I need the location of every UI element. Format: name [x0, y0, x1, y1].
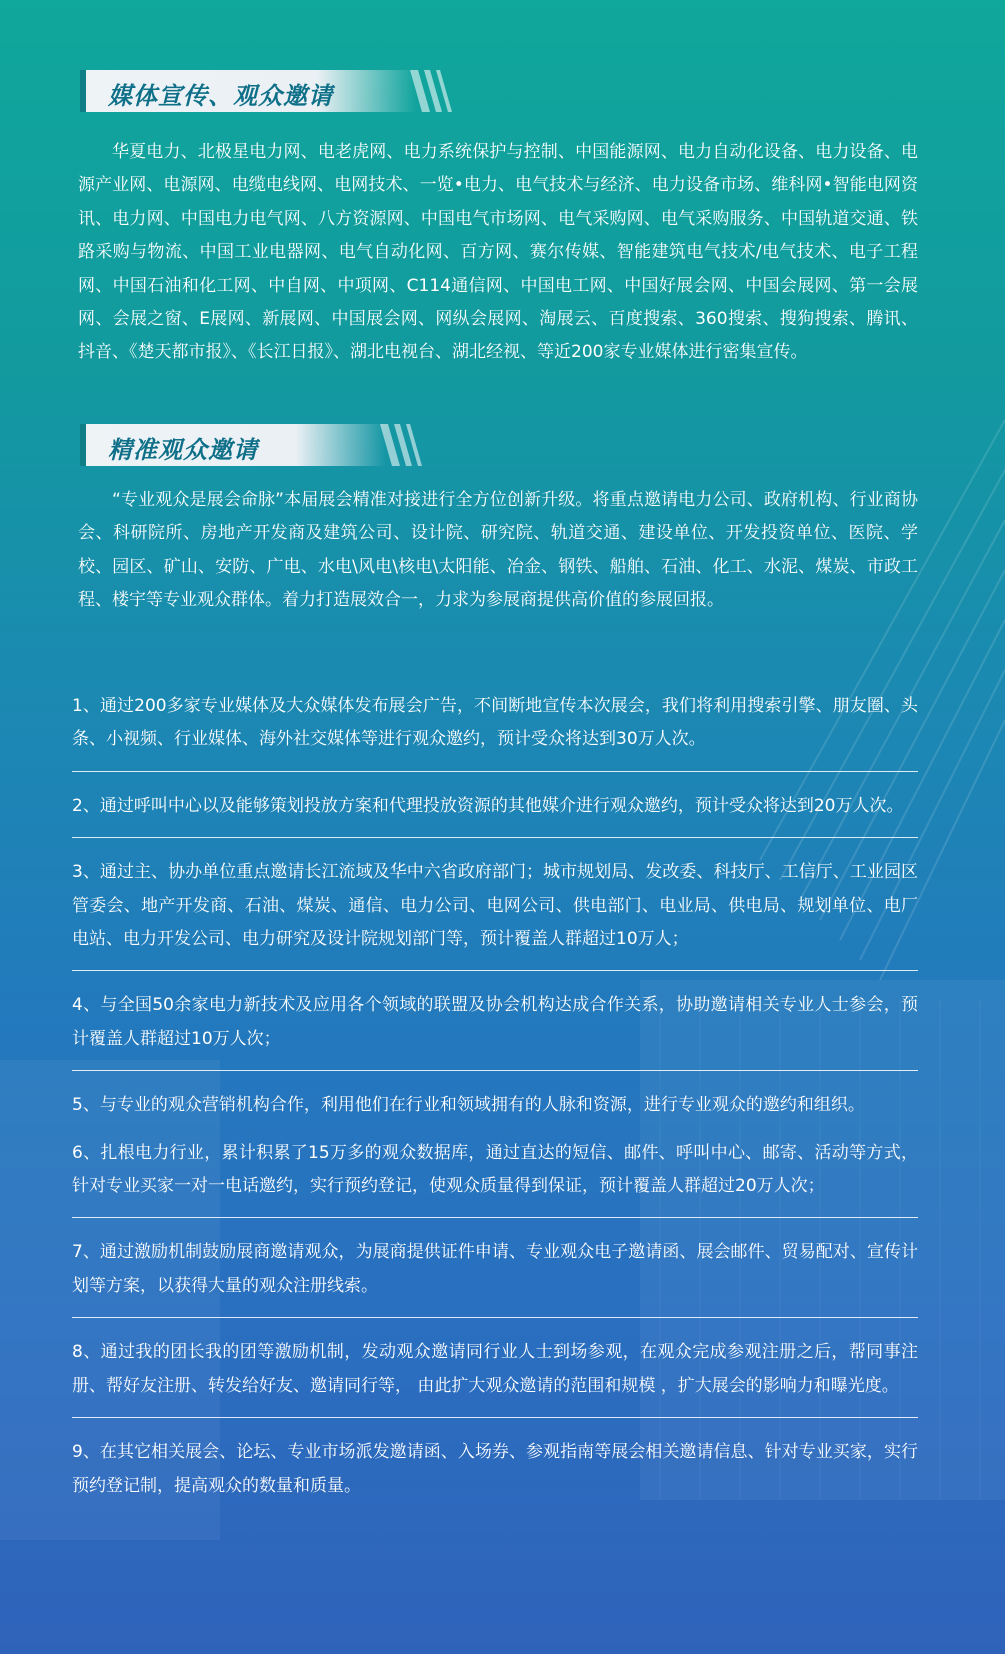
list-item-text: 6、扎根电力行业，累计积累了15万多的观众数据库，通过直达的短信、邮件、呼叫中心、邮寄、活动等方式，针对专业买家一对一电话邀约，实行预约登记，使观众质量得到保证，预计覆盖人群超过20万人次；	[72, 1142, 918, 1197]
list-item-text: 9、在其它相关展会、论坛、专业市场派发邀请函、入场券、参观指南等展会相关邀请信息、针对专业买家，实行预约登记制，提高观众的数量和质量。	[72, 1442, 918, 1496]
list-item	[72, 1236, 918, 1303]
divider	[72, 771, 918, 772]
list-item-text: 8、通过我的团长我的团等激励机制，发动观众邀请同行业人士到场参观，在观众完成参观注册之后，帮同事注册、帮好友注册、转发给好友、邀请同行等， 由此扩大观众邀请的范围和规模 ，扩大展会的影响力和曝光度。	[72, 1342, 918, 1396]
divider	[72, 1070, 918, 1071]
heading-stripes-icon	[410, 70, 470, 112]
divider	[72, 1217, 918, 1218]
list-item-text: 1、通过200多家专业媒体及大众媒体发布展会广告，不间断地宣传本次展会，我们将利用搜索引擎、朋友圈、头条、小视频、行业媒体、海外社交媒体等进行观众邀约，预计受众将达到30万人次。	[72, 696, 918, 750]
section-title: 精准观众邀请	[108, 436, 258, 464]
list-item-text: 3、通过主、协办单位重点邀请长江流域及华中六省政府部门；城市规划局、发改委、科技厅、工信厅、工业园区管委会、地产开发商、石油、煤炭、通信、电力公司、电网公司、供电部门、电业局、供电局、规划单位、电厂电站、电力开发公司、电力研究及设计院规划部门等，预计覆盖人群超过10万人；	[72, 862, 918, 950]
heading-stripes-icon	[380, 424, 440, 466]
list-item	[72, 1436, 918, 1503]
audience-intro-paragraph: “专业观众是展会命脉”本届展会精准对接进行全方位创新升级。将重点邀请电力公司、政府机构、行业商协会、科研院所、房地产开发商及建筑公司、设计院、研究院、轨道交通、建设单位、开发投资单位、医院、学校、园区、矿山、安防、广电、水电\风电\核电\太阳能、冶金、钢铁、船舶、石油、化工、水泥、煤炭、市政工程、楼宇等专业观众群体。着力打造展效合一，力求为参展商提供高价值的参展回报。	[78, 490, 918, 611]
list-item	[72, 1137, 918, 1204]
divider	[72, 970, 918, 971]
list-item	[72, 1089, 918, 1122]
divider	[72, 1317, 918, 1318]
list-item	[72, 856, 918, 956]
divider	[72, 837, 918, 838]
divider	[72, 1417, 918, 1418]
list-item	[72, 790, 918, 823]
list-item	[72, 989, 918, 1056]
section-heading-media	[86, 70, 416, 112]
list-item-text: 5、与专业的观众营销机构合作，利用他们在行业和领域拥有的人脉和资源，进行专业观众的邀约和组织。	[72, 1095, 865, 1116]
list-item	[72, 1336, 918, 1403]
spacer	[72, 1123, 918, 1137]
list-item-text: 7、通过激励机制鼓励展商邀请观众，为展商提供证件申请、专业观众电子邀请函、展会邮件、贸易配对、宣传计划等方案，以获得大量的观众注册线索。	[72, 1242, 918, 1296]
section-title: 媒体宣传、观众邀请	[108, 82, 333, 110]
list-item-text: 4、与全国50余家电力新技术及应用各个领域的联盟及协会机构达成合作关系，协助邀请相关专业人士参会，预计覆盖人群超过10万人次；	[72, 995, 918, 1049]
media-list-paragraph: 华夏电力、北极星电力网、电老虎网、电力系统保护与控制、中国能源网、电力自动化设备、电力设备、电源产业网、电源网、电缆电线网、电网技术、一览•电力、电气技术与经济、电力设备市场、维科网•智能电网资讯、电力网、中国电力电气网、八方资源网、中国电气市场网、电气采购网、电气采购服务、中国轨道交通、铁路采购与物流、中国工业电器网、电气自动化网、百方网、赛尔传媒、智能建筑电气技术/电气技术、电子工程网、中国石油和化工网、中自网、中项网、C114通信网、中国电工网、中国好展会网、中国会展网、第一会展网、会展之窗、E展网、新展网、中国展会网、网纵会展网、淘展云、百度搜索、360搜索、搜狗搜索、腾讯、抖音、《楚天都市报》、《长江日报》、湖北电视台、湖北经视、等近200家专业媒体进行密集宣传。	[78, 142, 918, 363]
list-item-text: 2、通过呼叫中心以及能够策划投放方案和代理投放资源的其他媒介进行观众邀约，预计受众将达到20万人次。	[72, 795, 904, 816]
list-item	[72, 690, 918, 757]
invitation-measures-list	[72, 690, 918, 1503]
section-heading-audience	[86, 424, 386, 466]
